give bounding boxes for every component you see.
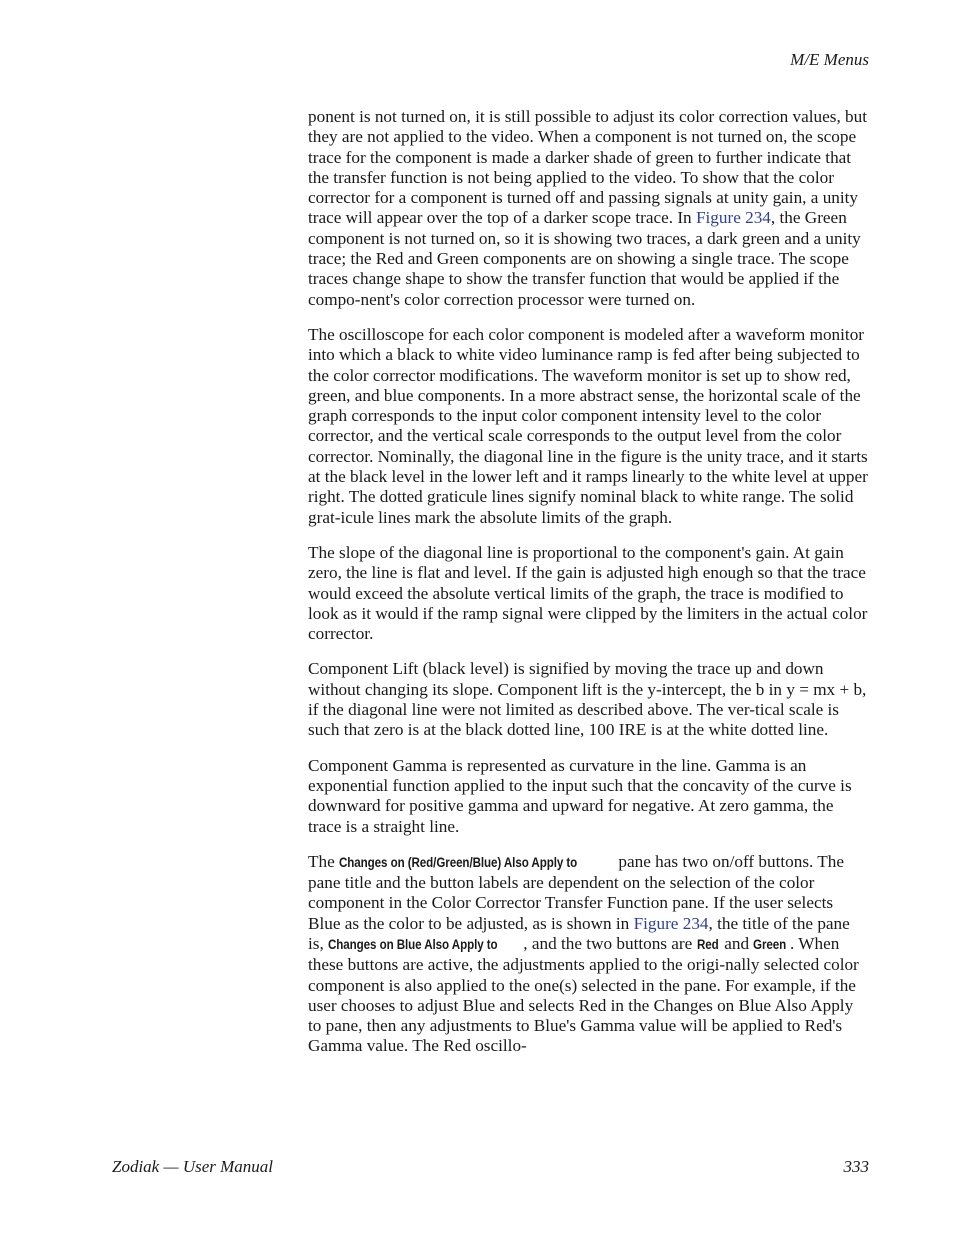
figure-234-link[interactable]: Figure 234 xyxy=(633,913,709,933)
footer-manual-title: Zodiak — User Manual xyxy=(112,1157,274,1176)
paragraph-changes-pane xyxy=(308,852,868,1057)
paragraph-text: ponent is not turned on, it is still possible to adjust its color correction values, but they are not applied to the video. When a component is not turned on, the scope trace for the component is made a darker shade of green to further indicate that the transfer function is not being applied to the video. To show that the color corrector for a component is turned off and passing signals at unity gain, a unity trace will appear over the top of a darker scope trace. In xyxy=(308,107,868,228)
paragraph-gamma: Component Gamma is represented as curvature in the line. Gamma is an exponential function applied to the input such that the concavity of the curve is downward for positive gamma and upward for negative. At zero gamma, the trace is a straight line. xyxy=(308,755,852,836)
paragraph-lift: Component Lift (black level) is signified by moving the trace up and down without changing its slope. Component lift is the y-intercept, the b in y = mx + b, if the diagonal line were not limited as described above. The ver-tical scale is such that zero is at the black dotted line, 100 IRE is at the white dotted line. xyxy=(308,659,867,740)
paragraph-text: The xyxy=(308,851,340,871)
ui-label-blue-pane-title: Changes on Blue Also Apply to xyxy=(328,936,498,952)
paragraph-text: . When these buttons are active, the adjustments applied to the origi-nally selected color component is also applied to the one(s) selected in the pane. For example, if the user chooses to adjust Blue and selects Red in the Changes on Blue Also Apply to pane, then any adjustments to Blue's Gamma value will be applied to Red's Gamma value. The Red oscillo- xyxy=(308,933,859,1056)
body-text xyxy=(308,107,868,1072)
paragraph-text: , the title of the pane is, xyxy=(308,913,850,953)
ui-label-red-button: Red xyxy=(696,936,719,952)
ui-label-green-button: Green xyxy=(753,936,787,952)
paragraph-slope: The slope of the diagonal line is proportional to the component's gain. At gain zero, the line is flat and level. If the gain is adjusted high enough so that the trace would exceed the absolute vertical limits of the graph, the trace is modified to look as it would if the ramp signal were clipped by the limiters in the actual color corrector. xyxy=(308,542,868,644)
paragraph-text: and xyxy=(719,933,754,953)
paragraph-text: , the Green component is not turned on, so it is showing two traces, a dark green and a unity trace; the Red and Green components are on showing a single trace. The scope traces change shape to show the transfer function that would be applied if the compo-nent's color correction processor were turned on. xyxy=(308,208,861,309)
paragraph-oscilloscope: The oscilloscope for each color component is modeled after a waveform monitor into which a black to white video luminance ramp is fed after being subjected to the color corrector modifications. The waveform monitor is set up to show red, green, and blue components. In a more abstract sense, the horizontal scale of the graph corresponds to the input color component intensity level to the color corrector, and the vertical scale corresponds to the output level from the color corrector. Nominally, the diagonal line in the figure is the unity trace, and it starts at the black level in the lower left and it ramps linearly to the white level at upper right. The dotted graticule lines signify nominal black to white range. The solid grat-icule lines mark the absolute limits of the graph. xyxy=(308,324,868,527)
paragraph-text: pane has two on/off buttons. The pane title and the button labels are dependent on the selection of the color component in the Color Corrector Transfer Function pane. If the user selects Blue as the color to be adjusted, as is shown in xyxy=(308,851,845,933)
paragraph-unity-trace xyxy=(308,107,868,310)
running-header: M/E Menus xyxy=(790,50,869,69)
ui-label-pane-title: Changes on (Red/Green/Blue) Also Apply to xyxy=(339,854,578,870)
page-number: 333 xyxy=(843,1157,869,1176)
figure-234-link[interactable]: Figure 234 xyxy=(695,208,771,228)
paragraph-text: , and the two buttons are xyxy=(523,933,697,953)
